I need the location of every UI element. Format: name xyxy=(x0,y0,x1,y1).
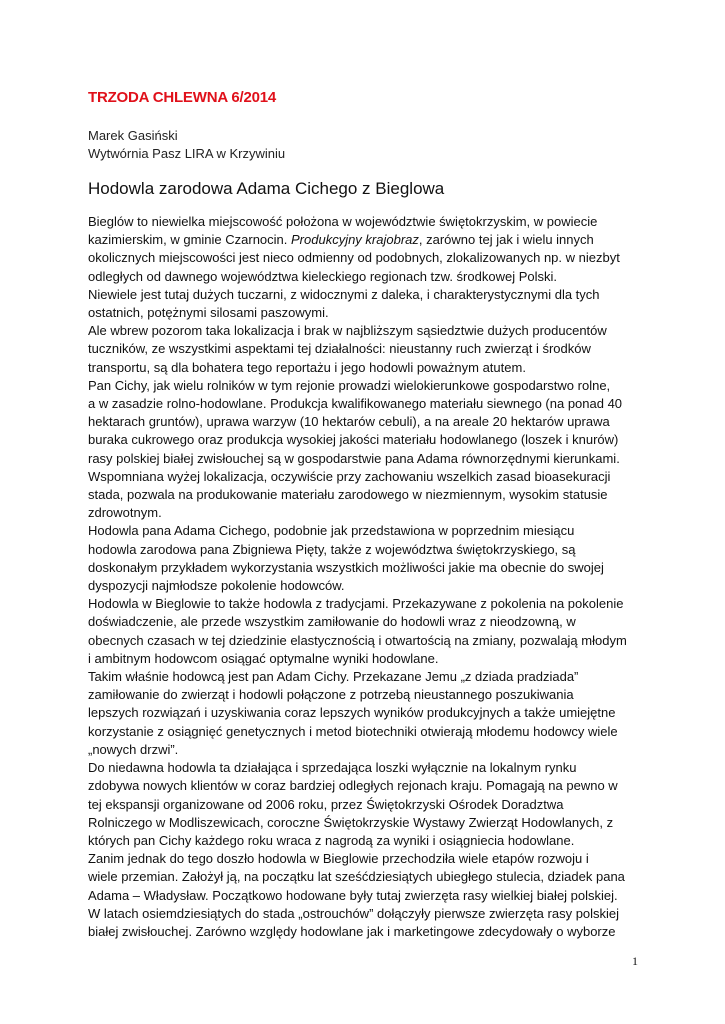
page-number: 1 xyxy=(632,954,638,968)
paragraph-text: , zarówno tej jak i wielu innych okolicznych miejscowości jest nieco odmienny od podobnych, zlokalizowanych np. w niezbyt odległych od dawnego województwa kieleckiego regionach tzw. środkowej Polski. xyxy=(88,232,620,284)
body-paragraph xyxy=(88,286,646,322)
body-paragraph xyxy=(88,759,646,850)
paragraph-text: Pan Cichy, jak wielu rolników w tym rejonie prowadzi wielokierunkowe gospodarstwo rolne, a w zasadzie rolno-hodowlane. Produkcja kwalifikowanego materiału siewnego (na ponad 40 hektarach gruntów), uprawa warzyw (10 hektarów cebuli), a na areale 20 hektarów uprawa buraka cukrowego oraz produkcja wysokiej jakości materiału hodowlanego (loszek i knurów) rasy polskiej białej zwisłouchej są w gospodarstwie pana Adama równorzędnymi kierunkami. xyxy=(88,377,623,466)
italic-phrase: Produkcyjny krajobraz xyxy=(291,232,419,248)
paragraph-text: Niewiele jest tutaj dużych tuczarni, z widocznymi z daleka, i charakterystycznymi dla tych ostatnich, potężnymi silosami paszowymi. xyxy=(88,286,600,321)
paragraph-text: Zanim jednak do tego doszło hodowla w Bieglowie przechodziła wiele etapów rozwoju i wiele przemian. Założył ją, na początku lat sześćdziesiątych ubiegłego stulecia, dziadek pana Adama – Władysław. Początkowo hodowane były tutaj zwierzęta rasy wielkiej białej polskiej. W latach osiemdziesiątych do stada „ostrouchów” dołączyły pierwsze zwierzęta rasy polskiej białej zwisłouchej. Zarówno względy hodowlane jak i marketingowe zdecydowały o wyborze xyxy=(88,851,625,939)
body-paragraph xyxy=(88,377,646,468)
body-paragraph xyxy=(88,522,646,595)
journal-issue: TRZODA CHLEWNA 6/2014 xyxy=(88,89,277,106)
article-title: Hodowla zarodowa Adama Cichego z Bieglowa xyxy=(88,179,445,198)
article-header xyxy=(88,88,648,163)
paragraph-text: Takim właśnie hodowcą jest pan Adam Cichy. Przekazane Jemu „z dziada pradziada” zamiłowanie do zwierząt i hodowli połączone z potrzebą nieustannego poszukiwania lepszych rozwiązań i uzyskiwania coraz lepszych wyników produkcyjnych a także umiejętne korzystanie z osiągnięć genetycznych i metod biotechniki otwierają młodemu hodowcy wiele „nowych drzwi”. xyxy=(88,669,618,757)
body-paragraph xyxy=(88,468,646,523)
body-paragraph xyxy=(88,668,646,759)
paragraph-text: Wspomniana wyżej lokalizacja, oczywiście przy zachowaniu wszelkich zasad bioasekuracji stada, pozwala na produkowanie materiału zarodowego w niezmiennym, wysokim statusie zdrowotnym. xyxy=(88,468,611,521)
body-paragraph xyxy=(88,322,646,377)
article-body xyxy=(88,213,646,941)
paragraph-text: Hodowla pana Adama Cichego, podobnie jak przedstawiona w poprzednim miesiącu hodowla zarodowa pana Zbigniewa Pięty, także z województwa świętokrzyskiego, są doskonałym przykładem wykorzystania wszystkich możliwości jakie ma obecnie do swojej dyspozycji najmłodsze pokolenie hodowców. xyxy=(88,523,604,594)
paragraph-text: Do niedawna hodowla ta działająca i sprzedająca loszki wyłącznie na lokalnym rynku zdobywa nowych klientów w coraz bardziej odległych rejonach kraju. Pomagają na pewno w tej ekspansji organizowane od 2006 roku, przez Świętokrzyski Ośrodek Doradztwa Rolniczego w Modliszewicach, coroczne Świętokrzyskie Wystawy Zwierząt Hodowlanych, z których pan Cichy każdego roku wraca z nagrodą za wyniki i osiągniecia hodowlane. xyxy=(88,760,618,848)
body-paragraph xyxy=(88,595,646,668)
paragraph-text: Hodowla w Bieglowie to także hodowla z tradycjami. Przekazywane z pokolenia na pokolenie doświadczenie, ale przede wszystkim zamiłowanie do hodowli wraz z nieodzowną, w obecnych czasach w tej dziedzinie elastycznością i otwartością na zmiany, pozwalają młodym i ambitnym hodowcom osiągać optymalne wyniki hodowlane. xyxy=(88,596,627,666)
body-paragraph xyxy=(88,213,646,286)
author-affiliation: Wytwórnia Pasz LIRA w Krzywiniu xyxy=(88,146,286,161)
body-paragraph xyxy=(88,850,646,941)
paragraph-text: Ale wbrew pozorom taka lokalizacja i brak w najbliższym sąsiedztwie dużych producentów tuczników, ze wszystkimi aspektami tej działalności: nieustanny ruch zwierząt i środków transportu, są dla bohatera tego reportażu i jego hodowli poważnym atutem. xyxy=(88,323,607,375)
paragraph-text: Bieglów to niewielka miejscowość położona w województwie świętokrzyskim, w powiecie kazimierskim, w gminie Czarnocin. xyxy=(88,214,598,248)
author-name: Marek Gasiński xyxy=(88,128,178,143)
